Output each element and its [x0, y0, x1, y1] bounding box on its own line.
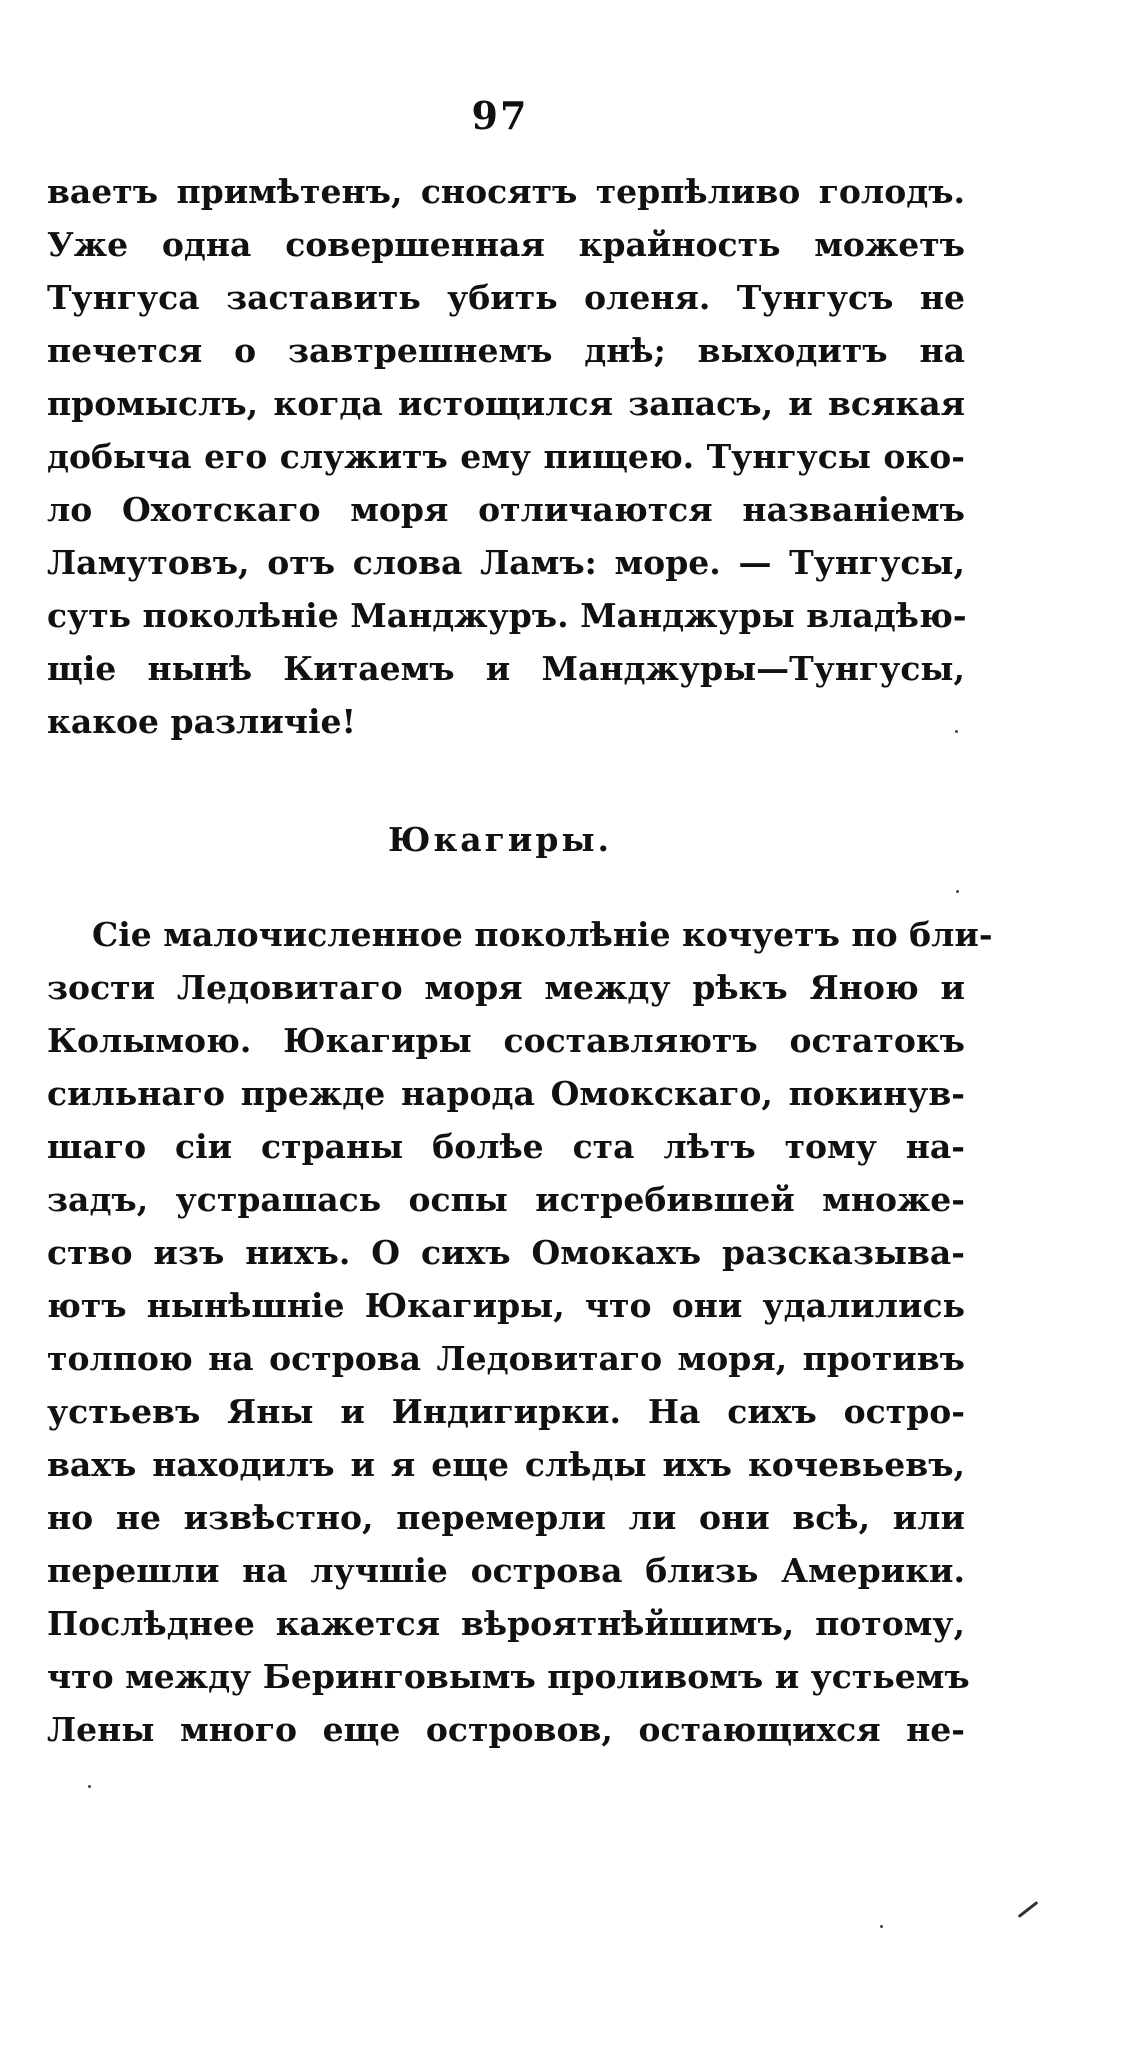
text-line: Уже одна совершенная крайность можетъ [47, 225, 965, 264]
text-line: ство изъ нихъ. О сихъ Омокахъ разсказыва- [47, 1233, 965, 1272]
text-line: щіе нынѣ Китаемъ и Манджуры—Тунгусы, [47, 649, 965, 688]
text-line: какое различіе! [47, 702, 356, 741]
scan-speck [956, 890, 959, 893]
text-line: печется о завтрешнемъ днѣ; выходитъ на [47, 331, 965, 370]
text-line: Послѣднее кажется вѣроятнѣйшимъ, потому, [47, 1604, 965, 1643]
text-line: вахъ находилъ и я еще слѣды ихъ кочевьевъ, [47, 1445, 965, 1484]
text-line: добыча его служитъ ему пищею. Тунгусы око- [47, 437, 965, 476]
text-line: Сіе малочисленное поколѣніе кочуетъ по бли- [92, 915, 993, 954]
text-line: шаго сіи страны болѣе ста лѣтъ тому на- [47, 1127, 965, 1166]
text-line: устьевъ Яны и Индигирки. На сихъ остро- [47, 1392, 965, 1431]
text-line: суть поколѣніе Манджуръ. Манджуры владѣю- [47, 596, 967, 635]
text-line: перешли на лучшіе острова близь Америки. [47, 1551, 965, 1590]
text-line: но не извѣстно, перемерли ли они всѣ, или [47, 1498, 965, 1537]
text-line: ютъ нынѣшніе Юкагиры, что они удалились [47, 1286, 965, 1325]
text-line: Колымою. Юкагиры составляютъ остатокъ [47, 1021, 965, 1060]
text-line: что между Беринговымъ проливомъ и устьемъ [47, 1657, 970, 1696]
ink-mark [1018, 1901, 1039, 1918]
text-line: промыслъ, когда истощился запасъ, и всякая [47, 384, 965, 423]
text-line: ло Охотскаго моря отличаются названіемъ [47, 490, 965, 529]
scan-speck [955, 730, 958, 733]
text-line: Лены много еще островов, остающихся не- [47, 1710, 965, 1749]
page-number: 97 [471, 93, 529, 138]
text-line: ваетъ примѣтенъ, сносятъ терпѣливо голодъ. [47, 172, 965, 211]
text-line: Ламутовъ, отъ слова Ламъ: море. — Тунгусы, [47, 543, 965, 582]
text-line: толпою на острова Ледовитаго моря, противъ [47, 1339, 965, 1378]
scan-speck [880, 1925, 883, 1928]
text-line: сильнаго прежде народа Омокскаго, покинув- [47, 1074, 965, 1113]
section-heading: Юкагиры. [387, 820, 613, 859]
paragraph-tungus [47, 165, 965, 748]
text-line: зости Ледовитаго моря между рѣкъ Яною и [47, 968, 965, 1007]
text-line: Тунгуса заставить убить оленя. Тунгусъ не [47, 278, 965, 317]
scan-speck [88, 1785, 91, 1788]
paragraph-yukagir [47, 908, 993, 1756]
text-line: задъ, устрашась оспы истребившей множе- [47, 1180, 965, 1219]
